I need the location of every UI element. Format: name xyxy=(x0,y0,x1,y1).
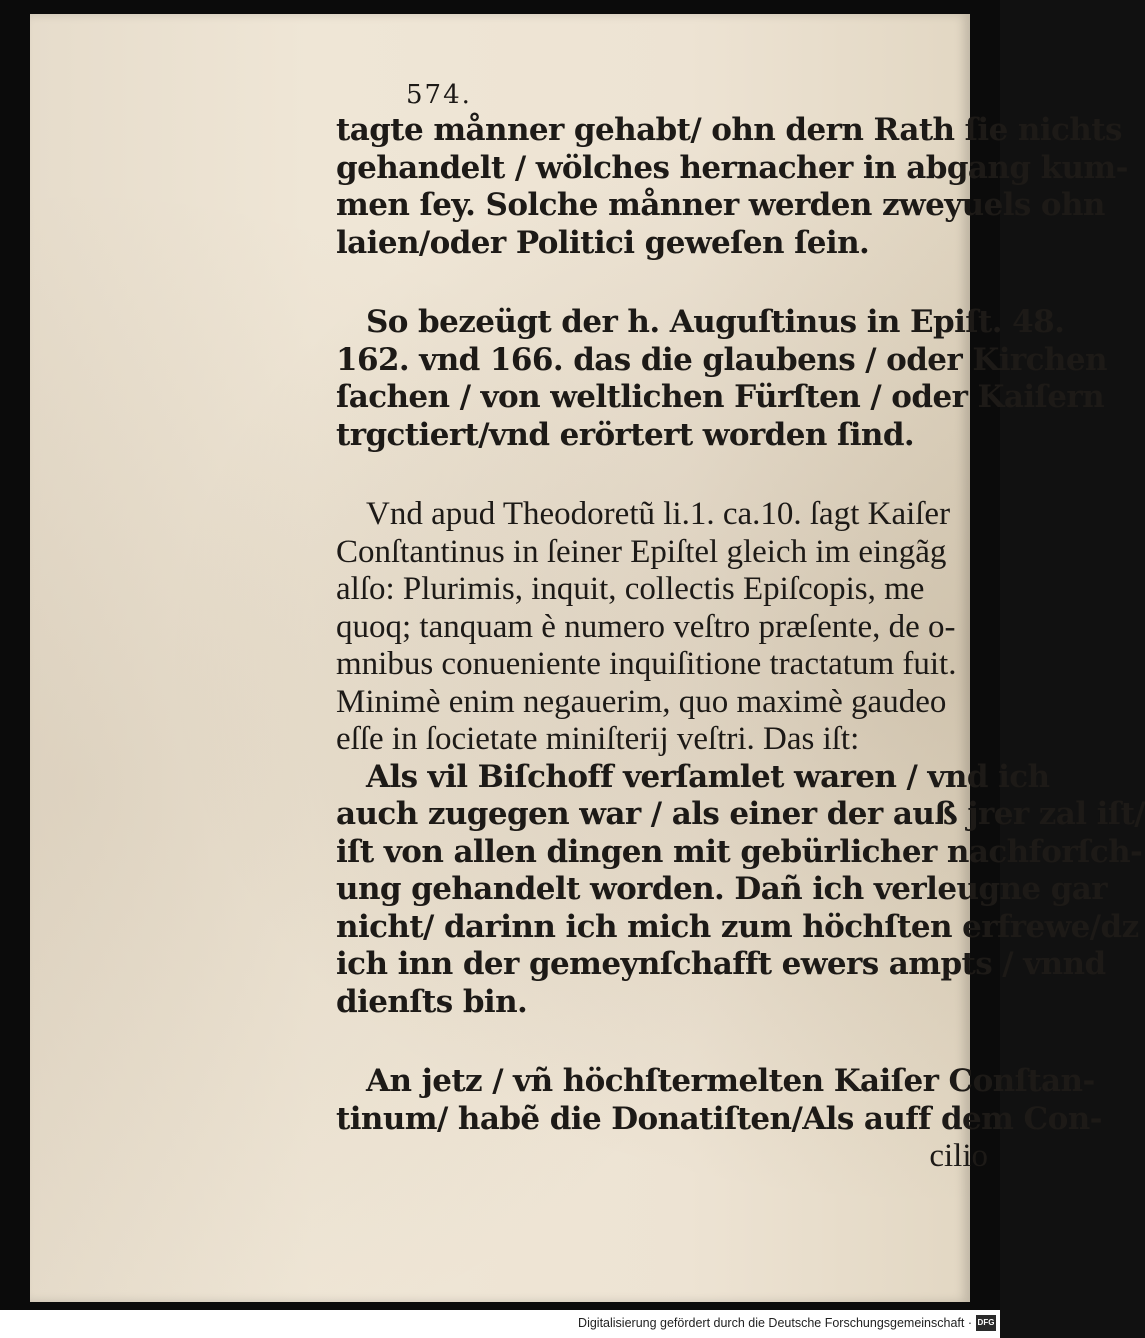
text-line: Minimè enim negauerim, quo maximè gaudeo xyxy=(336,683,947,720)
text-line: tinum/ habẽ die Donatiſten/Als auff dem Con- xyxy=(336,1100,1102,1137)
paragraph-5 xyxy=(336,1063,1102,1176)
text-line: eſſe in ſocietate miniſterij veſtri. Das iſt: xyxy=(336,721,860,757)
text-line: iſt von allen dingen mit gebürlicher nachforſch- xyxy=(336,833,1143,870)
text-line: So bezeügt der h. Auguſtinus in Epiſt. 48. xyxy=(366,304,1065,340)
text-line: Als vil Biſchoff verſamlet waren / vnd ich xyxy=(366,758,1050,795)
text-line: alſo: Plurimis, inquit, collectis Epiſcopis, me xyxy=(336,571,925,607)
page-number: 574. xyxy=(406,80,472,110)
text-line: ung gehandelt worden. Dañ ich verleugne gar xyxy=(336,871,1108,907)
paragraph-2 xyxy=(336,304,1107,454)
text-line: An jetz / vñ höchſtermelten Kaiſer Conſtan- xyxy=(366,1063,1095,1099)
text-line: 162. vnd 166. das die glaubens / oder Kirchen xyxy=(336,341,1107,378)
text-line: laien/oder Politici geweſen ſein. xyxy=(336,224,870,261)
text-line: mnibus conueniente inquiſitione tractatum fuit. xyxy=(336,646,957,682)
text-line: dienſts bin. xyxy=(336,983,528,1020)
text-block xyxy=(336,80,1145,1176)
book-page xyxy=(30,14,1145,1302)
text-line: Vnd apud Theodoretũ li.1. ca.10. ſagt Kaiſer xyxy=(366,496,951,532)
catchword: cilio xyxy=(929,1138,988,1174)
text-line: ſachen / von weltlichen Fürſten / oder Kaiſern xyxy=(336,379,1105,415)
attribution-bar xyxy=(0,1310,1000,1338)
text-line: nicht/ darinn ich mich zum höchſten erfrewe/dz xyxy=(336,908,1139,945)
text-line: tagte månner gehabt/ ohn dern Rath ſie nichts xyxy=(336,112,1122,148)
text-line: gehandelt / wölches hernacher in abgang kum- xyxy=(336,149,1128,186)
text-line: quoq; tanquam è numero veſtro præſente, de o- xyxy=(336,608,956,645)
text-line: Conſtantinus in ſeiner Epiſtel gleich im eingãg xyxy=(336,533,947,570)
text-line: trgctiert/vnd erörtert worden ſind. xyxy=(336,416,915,453)
paragraph-3 xyxy=(336,496,988,759)
text-line: men ſey. Solche månner werden zweyuels ohn xyxy=(336,187,1105,223)
text-line: auch zugegen war / als einer der auß jrer zal iſt/ xyxy=(336,796,1145,832)
attribution-text: Digitalisierung gefördert durch die Deutsche Forschungsgemeinschaft · xyxy=(578,1316,972,1330)
text-line: ich inn der gemeynſchafft ewers ampts / vnnd xyxy=(336,946,1106,982)
paragraph-4 xyxy=(336,758,1145,1022)
paragraph-1 xyxy=(336,112,1128,262)
dfg-logo-icon: DFG xyxy=(976,1315,996,1331)
